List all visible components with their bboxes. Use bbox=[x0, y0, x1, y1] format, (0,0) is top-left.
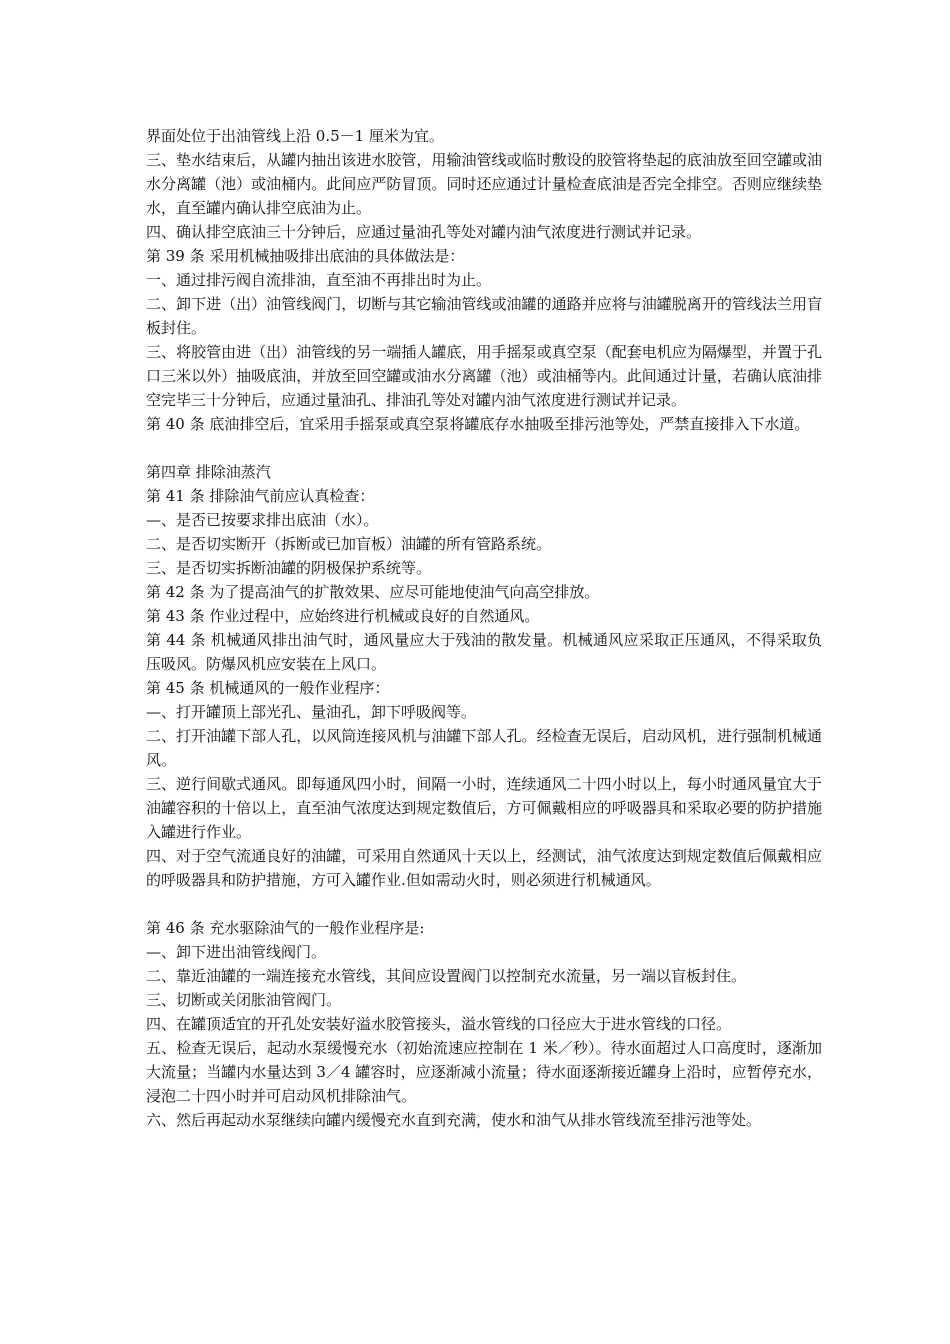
paragraph: 三、是否切实拆断油罐的阴极保护系统等。 bbox=[146, 559, 432, 577]
paragraph: —、打开罐顶上部光孔、量油孔，卸下呼吸阀等。 bbox=[146, 703, 477, 721]
paragraph: 第 46 条 充水驱除油气的一般作业程序是: bbox=[146, 919, 425, 937]
paragraph: 第四章 排除油蒸汽 bbox=[146, 463, 271, 481]
paragraph: 二、打开油罐下部人孔，以风筒连接风机与油罐下部人孔。经检查无误后，启动风机，进行强制机械通风。 bbox=[146, 727, 822, 769]
paragraph: 第 44 条 机械通风排出油气时，通风量应大于残油的散发量。机械通风应采取正压通风，不得采取负压吸风。防爆风机应安装在上风口。 bbox=[146, 631, 822, 673]
paragraph: 二、靠近油罐的一端连接充水管线，其间应设置阀门以控制充水流量，另一端以盲板封住。 bbox=[146, 967, 747, 985]
paragraph: 二、卸下进（出）油管线阀门，切断与其它输油管线或油罐的通路并应将与油罐脱离开的管线法兰用盲板封住。 bbox=[146, 295, 822, 337]
paragraph: 界面处位于出油管线上沿 0.5－1 厘米为宜。 bbox=[146, 127, 444, 145]
paragraph: 第 41 条 排除油气前应认真检查： bbox=[146, 487, 375, 505]
paragraph: 三、逆行间歇式通风。即每通风四小时，间隔一小时，连续通风二十四小时以上，每小时通风量宜大于油罐容积的十倍以上，直至油气浓度达到规定数值后，方可佩戴相应的呼吸器具和采取必要的防护措施入罐进行作业。 bbox=[146, 775, 822, 841]
paragraph: 四、在罐顶适宜的开孔处安装好溢水胶管接头，溢水管线的口径应大于进水管线的口径。 bbox=[146, 1015, 732, 1033]
paragraph: 第 45 条 机械通风的一般作业程序： bbox=[146, 679, 390, 697]
paragraph: 第 43 条 作业过程中，应始终进行机械或良好的自然通风。 bbox=[146, 607, 540, 625]
paragraph: 四、确认排空底油三十分钟后，应通过量油孔等处对罐内油气浓度进行测试并记录。 bbox=[146, 223, 702, 241]
paragraph: —、是否已按要求排出底油（水）。 bbox=[146, 511, 379, 529]
blank-line bbox=[146, 436, 822, 460]
paragraph: 五、检查无误后，起动水泵缓慢充水（初始流速应控制在 1 米／秒）。待水面超过人口高度时，逐渐加大流量；当罐内水量达到 3／4 罐容时，应逐渐减小流量；待水面逐渐接近罐身上沿时，应暂停充水，浸泡二十四小时并可启动风机排除油气。 bbox=[146, 1039, 822, 1105]
paragraph: —、卸下进出油管线阀门。 bbox=[146, 943, 327, 961]
paragraph: 三、垫水结束后，从罐内抽出该进水胶管，用输油管线或临时敷设的胶管将垫起的底油放至回空罐或油水分离罐（池）或油桶内。此间应严防冒顶。同时还应通过计量检查底油是否完全排空。否则应继续垫水，直至罐内确认排空底油为止。 bbox=[146, 151, 822, 217]
document-page bbox=[146, 124, 822, 1132]
paragraph: 四、对于空气流通良好的油罐，可采用自然通风十天以上，经测试，油气浓度达到规定数值后佩戴相应的呼吸器具和防护措施，方可入罐作业.但如需动火时，则必须进行机械通风。 bbox=[146, 847, 822, 889]
paragraph: 第 40 条 底油排空后，宜采用手摇泵或真空泵将罐底存水抽吸至排污池等处，严禁直接排入下水道。 bbox=[146, 415, 810, 433]
paragraph: 一、通过排污阀自流排油，直至油不再排出时为止。 bbox=[146, 271, 492, 289]
paragraph: 第 42 条 为了提高油气的扩散效果、应尽可能地使油气向高空排放。 bbox=[146, 583, 600, 601]
paragraph: 三、将胶管由进（出）油管线的另一端插人罐底，用手摇泵或真空泵（配套电机应为隔爆型，并置于孔口三米以外）抽吸底油，并放至回空罐或油水分离罐（池）或油桶等内。此间通过计量，若确认底油排空完毕三十分钟后，应通过量油孔、排油孔等处对罐内油气浓度进行测试并记录。 bbox=[146, 343, 822, 409]
paragraph: 三、切断或关闭胀油管阀门。 bbox=[146, 991, 342, 1009]
blank-line bbox=[146, 892, 822, 916]
paragraph: 二、是否切实断开（拆断或已加盲板）油罐的所有管路系统。 bbox=[146, 535, 552, 553]
paragraph: 六、然后再起动水泵继续向罐内缓慢充水直到充满，使水和油气从排水管线流至排污池等处。 bbox=[146, 1111, 762, 1129]
paragraph: 第 39 条 采用机械抽吸排出底油的具体做法是： bbox=[146, 247, 465, 265]
